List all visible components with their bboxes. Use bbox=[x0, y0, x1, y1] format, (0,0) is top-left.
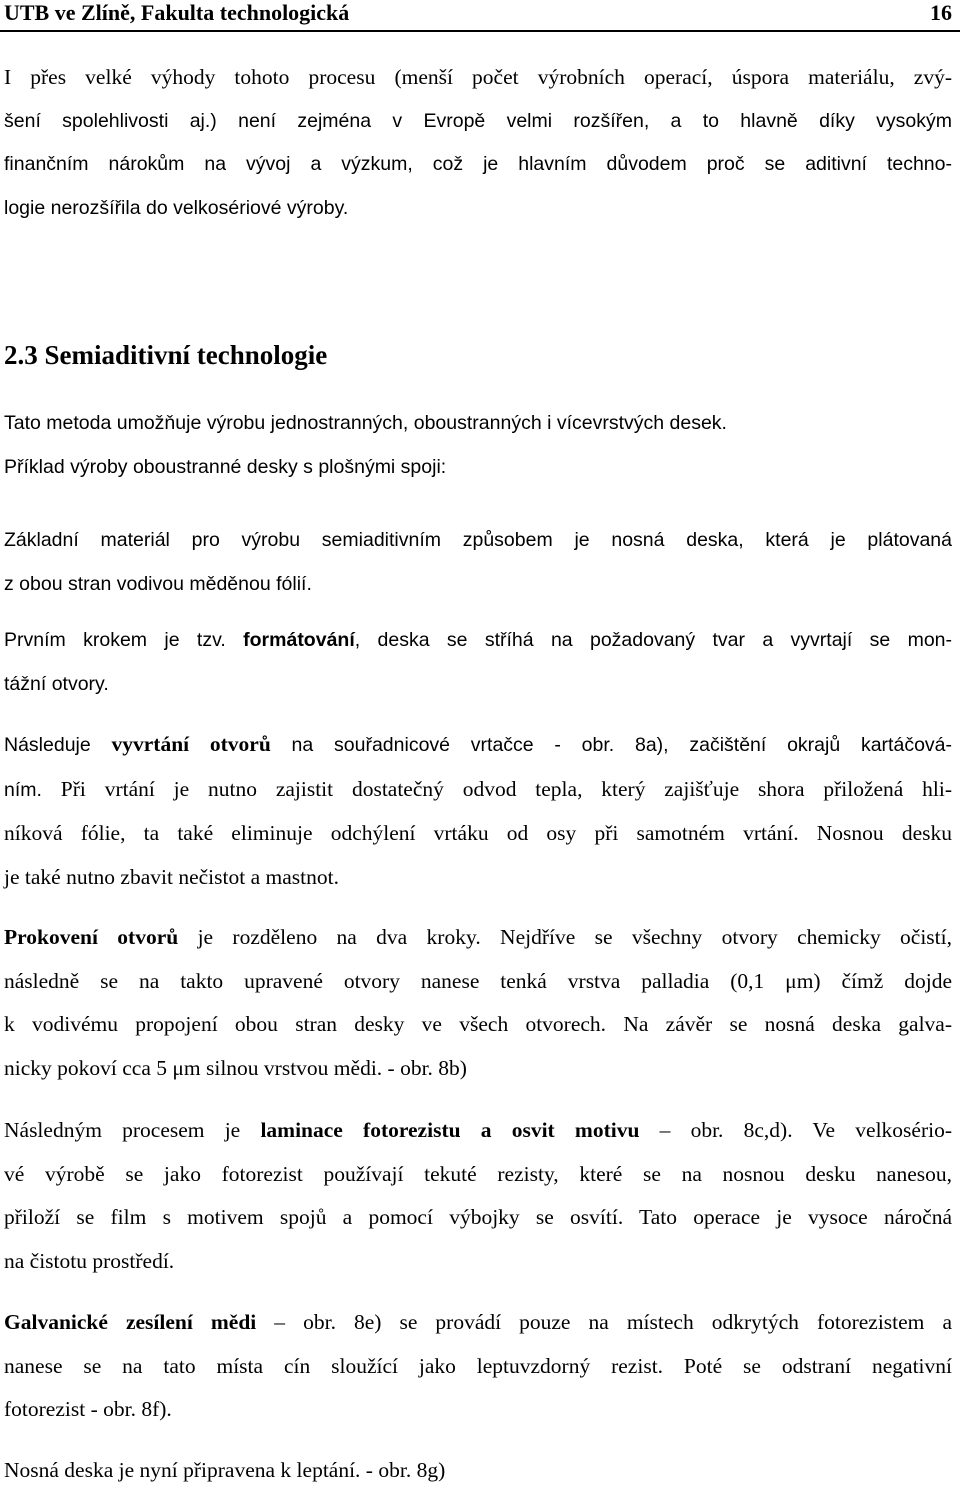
text-line: šení spolehlivosti aj.) není zejména v Evropě velmi rozšířen, a to hlavně díky vysokým bbox=[4, 109, 952, 132]
text-line bbox=[4, 1301, 952, 1345]
text-line: z obou stran vodivou měděnou fólií. bbox=[4, 572, 312, 595]
text-line bbox=[4, 768, 952, 813]
paragraph-9 bbox=[4, 1449, 952, 1493]
text-line: finančním nárokům na vývoj a výzkum, což je hlavním důvodem proč se aditivní techno- bbox=[4, 153, 952, 175]
text-line: Základní materiál pro výrobu semiaditivním způsobem je nosná deska, která je plátovaná bbox=[4, 529, 952, 551]
section-heading: 2.3 Semiaditivní technologie bbox=[4, 340, 328, 370]
page-number: 16 bbox=[930, 0, 952, 25]
page-header bbox=[0, 0, 960, 32]
text-line: Tato metoda umožňuje výrobu jednostranných, oboustranných i vícevrstvých desek. bbox=[4, 412, 727, 434]
text-line: tážní otvory. bbox=[4, 672, 109, 695]
text-line: níková fólie, ta také eliminuje odchýlení vrtáku od osy při samotném vrtání. Nosnou desku bbox=[4, 821, 952, 845]
text-line: vé výrobě se jako fotorezist používají tekuté rezisty, které se na nosnou desku nanesou, bbox=[4, 1161, 952, 1186]
text-line: k vodivému propojení obou stran desky ve všech otvorech. Na závěr se nosná deska galva- bbox=[4, 1012, 952, 1036]
text-line: je také nutno zbavit nečistot a mastnot. bbox=[4, 864, 339, 889]
header-title: UTB ve Zlíně, Fakulta technologická bbox=[4, 0, 350, 25]
paragraph-5 bbox=[4, 723, 952, 899]
text-run: ním. bbox=[4, 778, 61, 801]
text-run: Prvním krokem je tzv. bbox=[4, 629, 244, 651]
text-run: je rozděleno na dva kroky. Nejdříve se všechny otvory chemicky očistí, bbox=[178, 925, 952, 949]
text-line: Příklad výroby oboustranné desky s plošnými spoji: bbox=[4, 455, 447, 478]
text-run: – obr. 8e) se provádí pouze na místech odkrytých fotorezistem a bbox=[256, 1310, 952, 1334]
text-run: Následným procesem je bbox=[4, 1118, 261, 1142]
text-line: následně se na takto upravené otvory nanese tenká vrstva palladia (0,1 μm) čímž dojde bbox=[4, 968, 952, 993]
paragraph-8 bbox=[4, 1301, 952, 1432]
paragraph-7 bbox=[4, 1109, 952, 1283]
paragraph-3 bbox=[4, 519, 952, 606]
bold-term: Galvanické zesílení mědi bbox=[4, 1310, 257, 1334]
text-line: přiloží se film s motivem spojů a pomocí výbojky se osvítí. Tato operace je vysoce náročná bbox=[4, 1205, 952, 1229]
text-run: Při vrtání je nutno zajistit dostatečný odvod tepla, který zajišťuje shora přiložená hli- bbox=[60, 776, 952, 801]
paragraph-4 bbox=[4, 619, 952, 706]
text-line: Nosná deska je nyní připravena k leptání. - obr. 8g) bbox=[4, 1458, 446, 1482]
paragraph-6 bbox=[4, 916, 952, 1090]
text-line: nicky pokoví cca 5 μm silnou vrstvou mědi. - obr. 8b) bbox=[4, 1055, 467, 1080]
text-run: na souřadnicové vrtačce - obr. 8a), začištění okrajů kartáčová- bbox=[270, 734, 953, 756]
text-run: – obr. 8c,d). Ve velkosério- bbox=[639, 1118, 952, 1142]
text-line: I přes velké výhody tohoto procesu (menší počet výrobních operací, úspora materiálu, zvý- bbox=[4, 65, 952, 89]
bold-term: laminace fotorezistu a osvit motivu bbox=[260, 1118, 640, 1142]
text-line bbox=[4, 916, 952, 960]
text-line: fotorezist - obr. 8f). bbox=[4, 1397, 172, 1421]
text-run: Následuje bbox=[4, 734, 112, 756]
text-line: logie nerozšířila do velkosériové výroby. bbox=[4, 196, 349, 219]
text-line: nanese se na tato místa cín sloužící jako leptuvzdorný rezist. Poté se odstraní negativní bbox=[4, 1353, 952, 1378]
bold-term: Prokovení otvorů bbox=[4, 925, 179, 949]
bold-term: formátování bbox=[243, 629, 355, 651]
intro-paragraph bbox=[4, 56, 952, 230]
text-line: na čistotu prostředí. bbox=[4, 1248, 175, 1273]
text-line bbox=[4, 619, 952, 663]
paragraph-1 bbox=[4, 402, 952, 489]
text-line bbox=[4, 1109, 952, 1153]
bold-term: vyvrtání otvorů bbox=[111, 732, 271, 756]
text-run: , deska se stříhá na požadovaný tvar a vyvrtají se mon- bbox=[354, 629, 953, 651]
text-line bbox=[4, 723, 952, 768]
